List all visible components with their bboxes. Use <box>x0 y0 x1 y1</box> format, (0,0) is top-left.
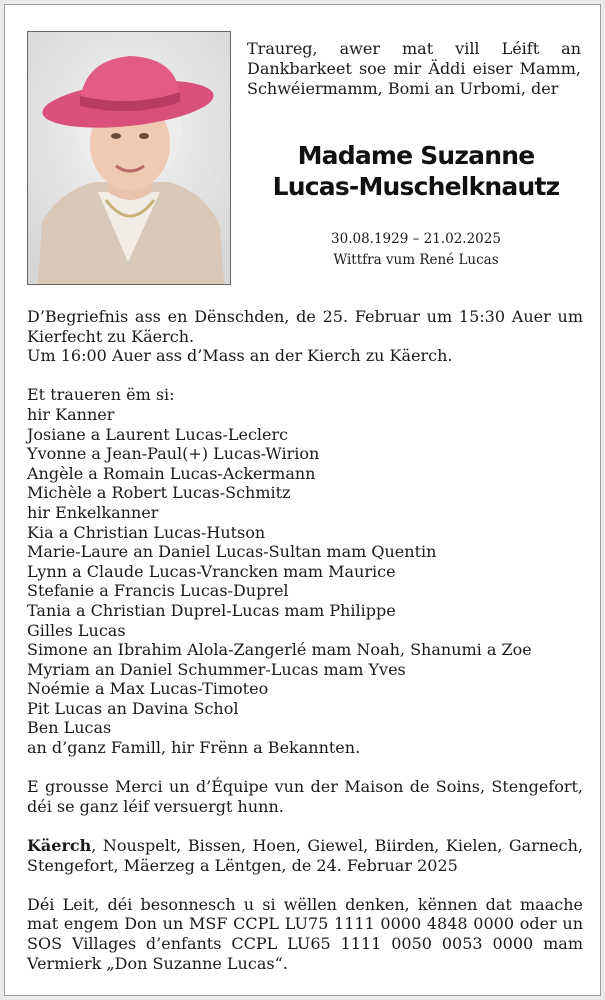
list-item: Simone an Ibrahim Alola-Zangerlé mam Noah, Shanumi a Zoe <box>27 640 532 660</box>
deceased-name-line2: Lucas-Muschelknautz <box>272 172 560 201</box>
list-item: Stefanie a Francis Lucas-Duprel <box>27 581 289 601</box>
list-item: hir Kanner <box>27 404 115 424</box>
funeral-info: D’Begriefnis ass en Dënschden, de 25. Februar um 15:30 Auer um Kierfecht zu Käerch. <box>27 307 583 346</box>
list-item: Pit Lucas an Davina Schol <box>27 698 239 718</box>
notice-body <box>27 307 583 973</box>
portrait-photo <box>27 31 231 285</box>
list-item: Lynn a Claude Lucas-Vrancken mam Maurice <box>27 561 396 581</box>
deceased-name <box>241 140 591 202</box>
intro-text: Traureg, awer mat vill Léift an Dankbarkeet soe mir Äddi eiser Mamm, Schwéiermamm, Bomi an Urbomi, der <box>247 39 581 98</box>
mass-info: Um 16:00 Auer ass d’Mass an der Kierch zu Käerch. <box>27 346 453 366</box>
list-item: hir Enkelkanner <box>27 502 159 522</box>
place-date-line <box>27 836 583 875</box>
list-item: Josiane a Laurent Lucas-Leclerc <box>27 424 289 444</box>
deceased-name-line1: Madame Suzanne <box>297 141 535 170</box>
thanks-text: E grousse Merci un d’Équipe vun der Maison de Soins, Stengefort, déi se ganz léif versuergt hunn. <box>27 777 583 816</box>
list-item: an d’ganz Famill, hir Frënn a Bekannten. <box>27 738 361 758</box>
list-item: Noémie a Max Lucas-Timoteo <box>27 679 269 699</box>
mourners-list <box>27 385 583 757</box>
list-item: Angèle a Romain Lucas-Ackermann <box>27 463 316 483</box>
list-item: Et traueren ëm si: <box>27 385 175 405</box>
widow-note: Wittfra vum René Lucas <box>333 252 499 268</box>
list-item: Ben Lucas <box>27 718 112 738</box>
place-list: , Nouspelt, Bissen, Hoen, Giewel, Biirden, Kielen, Garnech, Stengefort, Mäerzeg a Lëntgen, de 24. Februar 2025 <box>27 836 583 875</box>
place-name: Käerch <box>27 836 92 856</box>
list-item: Marie-Laure an Daniel Lucas-Sultan mam Quentin <box>27 542 437 562</box>
birth-death-dates: 30.08.1929 – 21.02.2025 <box>331 231 501 247</box>
obituary-notice <box>4 4 601 996</box>
donation-text: Déi Leit, déi besonnesch u si wëllen denken, kënnen dat maache mat engem Don un MSF CCPL LU75 1111 0000 4848 0000 oder un SOS Villages d’enfants CCPL LU65 1111 0050 0053 0000 mam Vermierk „Don Suzanne Lucas“. <box>27 894 583 973</box>
list-item: Gilles Lucas <box>27 620 126 640</box>
list-item: Michèle a Robert Lucas-Schmitz <box>27 483 291 503</box>
life-dates <box>241 229 591 271</box>
list-item: Tania a Christian Duprel-Lucas mam Philippe <box>27 600 396 620</box>
list-item: Myriam an Daniel Schummer-Lucas mam Yves <box>27 659 406 679</box>
list-item: Yvonne a Jean-Paul(+) Lucas-Wirion <box>27 444 320 464</box>
list-item: Kia a Christian Lucas-Hutson <box>27 522 266 542</box>
